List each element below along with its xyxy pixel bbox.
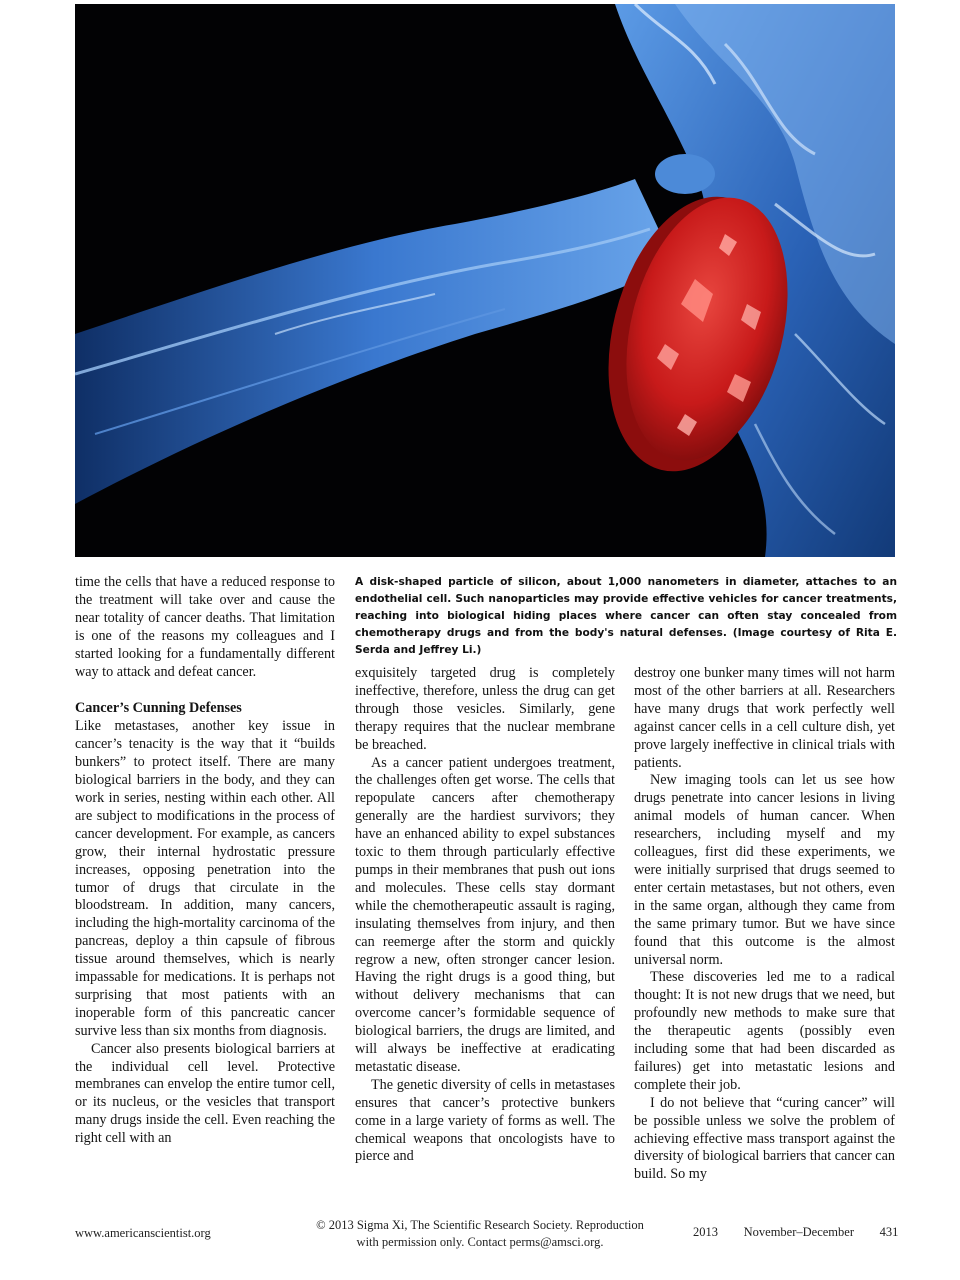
micrograph-illustration — [75, 4, 895, 557]
paragraph: destroy one bunker many times will not harm most of the other barriers at all. Researchers have many drugs that work perfectly well against cancer cells in a cell culture dish, yet prove largely ineffective in clinical trials with patients. — [634, 665, 895, 771]
paragraph: As a cancer patient undergoes treatment, the challenges often get worse. The cells that repopulate cancers after chemotherapy generally are the hardiest survivors; they have an enhanced ability to expel substances toxic to them through particularly effective pumps in their membranes that push out ions and molecules. These cells stay dormant while the chemotherapeutic assault is raging, insulating themselves from injury, and then can reemerge after the storm and quickly regrow a new, often stronger cancer lesion. Having the right drugs is a good thing, but without delivery mechanisms that can overcome cancer’s formidable sequence of biological barriers, the drugs are limited, and will always be ineffective at eradicating metastatic disease. — [355, 754, 615, 1075]
text-column-right — [634, 665, 895, 1184]
paragraph: I do not believe that “curing cancer” will be possible unless we solve the problem of achieving effective mass transport against the diversity of biological barriers that cancer can build. So my — [634, 1094, 895, 1183]
text-column-left — [75, 574, 335, 1148]
text-column-middle — [355, 665, 615, 1166]
footer-website: www.americanscientist.org — [75, 1226, 211, 1240]
paragraph: exquisitely targeted drug is completely ineffective, therefore, unless the drug can get through those vesicles. Similarly, gene therapy requires that the nuclear membrane be breached. — [355, 665, 615, 753]
paragraph: These discoveries led me to a radical thought: It is not new drugs that we need, but profoundly new methods to make sure that the therapeutic agents (possibly even including some that had been discarded as failures) get into metastatic lesions and complete their job. — [634, 969, 895, 1093]
paragraph: Cancer also presents biological barriers at the individual cell level. Protective membranes can envelop the entire tumor cell, or its nucleus, or the vesicles that transport many drugs inside the cell. Even reaching the right cell with an — [75, 1040, 335, 1147]
footer-issue-page: 2013 November–December 431 — [693, 1225, 899, 1239]
paragraph: New imaging tools can let us see how drugs penetrate into cancer lesions in living animal models of human cancer. When researchers, including myself and my colleagues, first did these experiments, we were initially surprised that drugs seemed to enter certain metastases, but not others, even in the same organ, although they came from the same primary tumor. But we have since found that this outcome is the almost universal norm. — [634, 772, 895, 968]
paragraph: Like metastases, another key issue in cancer’s tenacity is the way that it “builds bunkers” to protect itself. There are many biological barriers in the body, and they can work in series, nesting within each other. All are subject to modifications in the process of cancer development. For example, as cancers grow, their internal hydrostatic pressure increases, opposing penetration into the tumor of drugs that circulate in the bloodstream. In addition, many cancers, including the high-mortality carcinoma of the pancreas, deploy a thin capsule of fibrous tissue around themselves, which is nearly impassable for medications. It is perhaps not surprising that most patients with an inoperable form of this pancreatic cancer survive less than six months from diagnosis. — [75, 718, 335, 1039]
footer-copyright — [290, 1217, 670, 1251]
copyright-line: © 2013 Sigma Xi, The Scientific Research Society. Reproduction — [316, 1218, 644, 1232]
section-heading: Cancer’s Cunning Defenses — [75, 700, 242, 717]
sem-micrograph-image — [75, 4, 895, 557]
figure-caption: A disk-shaped particle of silicon, about 1,000 nanometers in diameter, attaches to an endothelial cell. Such nanoparticles may provide effective vehicles for cancer treatments, reaching into biological hiding places where cancer can often stay concealed from chemotherapy drugs and from the body's natural defenses. (Image courtesy of Rita E. Serda and Jeffrey Li.) — [355, 576, 897, 656]
copyright-line: with permission only. Contact perms@amsci.org. — [356, 1235, 604, 1249]
paragraph: time the cells that have a reduced response to the treatment will take over and cause the near totality of cancer deaths. That limitation is one of the reasons my colleagues and I started looking for a fundamentally different way to attack and defeat cancer. — [75, 574, 335, 680]
paragraph: The genetic diversity of cells in metastases ensures that cancer’s protective bunkers come in a large variety of forms as well. The chemical weapons that oncologists have to pierce and — [355, 1076, 615, 1165]
